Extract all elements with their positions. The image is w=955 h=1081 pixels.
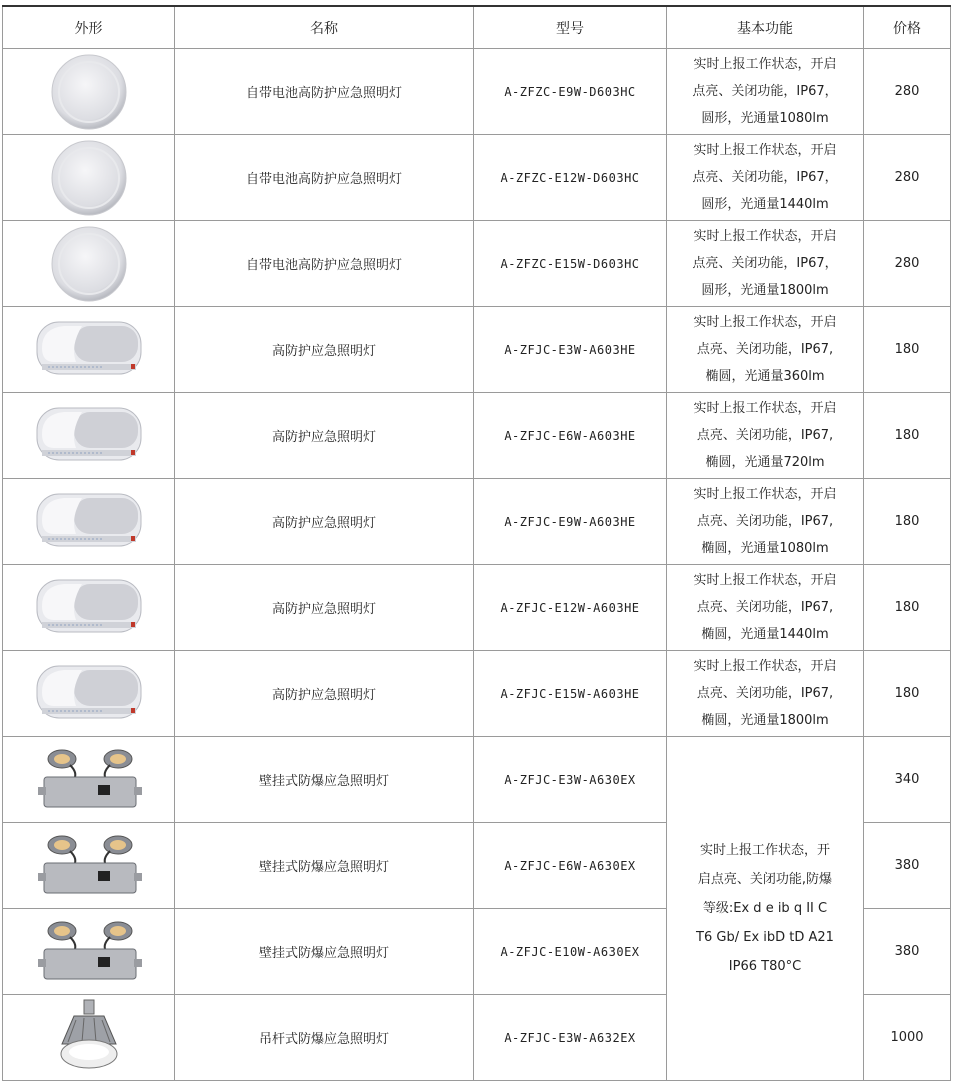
product-function [667, 393, 864, 479]
function-line: T6 Gb/ Ex ibD tD A21 [696, 930, 834, 945]
round-lamp-image [3, 221, 174, 306]
product-name: 壁挂式防爆应急照明灯 [175, 909, 474, 995]
header-price: 价格 [864, 6, 951, 49]
product-name: 自带电池高防护应急照明灯 [175, 221, 474, 307]
function-line: 点亮、关闭功能，IP67, [696, 514, 834, 529]
product-model: A-ZFJC-E9W-A603HE [474, 479, 667, 565]
function-line: 点亮、关闭功能，IP67, [696, 428, 834, 443]
product-price: 180 [864, 565, 951, 651]
function-line: 实时上报工作状态，开启 [693, 487, 837, 502]
product-model: A-ZFJC-E3W-A603HE [474, 307, 667, 393]
function-line: 椭圆，光通量1800lm [701, 713, 829, 728]
function-line: 圆形，光通量1080lm [701, 111, 829, 126]
product-name: 壁挂式防爆应急照明灯 [175, 737, 474, 823]
product-function [667, 135, 864, 221]
header-function: 基本功能 [667, 6, 864, 49]
function-line: 椭圆，光通量720lm [705, 455, 825, 470]
oval-lamp-image [3, 565, 174, 650]
product-image-cell [3, 307, 175, 393]
product-name: 高防护应急照明灯 [175, 479, 474, 565]
product-model: A-ZFJC-E6W-A603HE [474, 393, 667, 479]
pendant-lamp-image [3, 995, 174, 1080]
table-row [3, 49, 951, 135]
product-name: 高防护应急照明灯 [175, 565, 474, 651]
product-model: A-ZFJC-E3W-A630EX [474, 737, 667, 823]
product-model: A-ZFZC-E12W-D603HC [474, 135, 667, 221]
product-function [667, 307, 864, 393]
oval-lamp-image [3, 651, 174, 736]
product-model: A-ZFZC-E9W-D603HC [474, 49, 667, 135]
table-row [3, 651, 951, 737]
header-name: 名称 [175, 6, 474, 49]
product-price: 180 [864, 651, 951, 737]
function-line: 点亮、关闭功能，IP67， [692, 170, 838, 185]
function-line: 实时上报工作状态，开启 [693, 659, 837, 674]
product-image-cell [3, 565, 175, 651]
product-model: A-ZFJC-E3W-A632EX [474, 995, 667, 1081]
function-line: 启点亮、关闭功能,防爆 [697, 872, 833, 887]
table-row [3, 307, 951, 393]
function-line: 实时上报工作状态，开启 [693, 57, 837, 72]
product-model: A-ZFJC-E10W-A630EX [474, 909, 667, 995]
product-image-cell [3, 737, 175, 823]
product-name: 壁挂式防爆应急照明灯 [175, 823, 474, 909]
table-row [3, 737, 951, 823]
product-image-cell [3, 823, 175, 909]
function-line: 实时上报工作状态，开启 [693, 229, 837, 244]
round-lamp-image [3, 49, 174, 134]
product-model: A-ZFJC-E12W-A603HE [474, 565, 667, 651]
product-function [667, 565, 864, 651]
function-line: 实时上报工作状态，开启 [693, 315, 837, 330]
table-row [3, 565, 951, 651]
function-line: 实时上报工作状态，开启 [693, 573, 837, 588]
product-function [667, 651, 864, 737]
product-name: 自带电池高防护应急照明灯 [175, 49, 474, 135]
header-appearance: 外形 [3, 6, 175, 49]
function-line: 实时上报工作状态，开 [699, 843, 830, 858]
function-line: 圆形，光通量1800lm [701, 283, 829, 298]
function-line: 实时上报工作状态，开启 [693, 143, 837, 158]
product-model: A-ZFJC-E6W-A630EX [474, 823, 667, 909]
table-row [3, 221, 951, 307]
product-name: 高防护应急照明灯 [175, 393, 474, 479]
table-row [3, 393, 951, 479]
product-price: 180 [864, 307, 951, 393]
function-line: 点亮、关闭功能，IP67， [692, 84, 838, 99]
product-function [667, 49, 864, 135]
table-row [3, 479, 951, 565]
product-function-merged [667, 737, 864, 1081]
product-model: A-ZFZC-E15W-D603HC [474, 221, 667, 307]
product-table [2, 5, 951, 1081]
twin-spot-lamp-image [3, 823, 174, 908]
product-image-cell [3, 909, 175, 995]
function-line: 点亮、关闭功能，IP67， [692, 256, 838, 271]
product-price: 380 [864, 823, 951, 909]
function-line: 实时上报工作状态，开启 [693, 401, 837, 416]
function-line: 圆形，光通量1440lm [701, 197, 829, 212]
product-price: 340 [864, 737, 951, 823]
product-image-cell [3, 479, 175, 565]
product-price: 280 [864, 221, 951, 307]
function-line: 点亮、关闭功能，IP67, [696, 686, 834, 701]
oval-lamp-image [3, 479, 174, 564]
function-line: 点亮、关闭功能，IP67, [696, 600, 834, 615]
function-line: 椭圆，光通量1440lm [701, 627, 829, 642]
product-name: 高防护应急照明灯 [175, 307, 474, 393]
product-price: 180 [864, 393, 951, 479]
product-price: 280 [864, 135, 951, 221]
product-image-cell [3, 995, 175, 1081]
oval-lamp-image [3, 393, 174, 478]
product-name: 高防护应急照明灯 [175, 651, 474, 737]
function-line: 椭圆，光通量360lm [705, 369, 825, 384]
twin-spot-lamp-image [3, 737, 174, 822]
product-price: 180 [864, 479, 951, 565]
twin-spot-lamp-image [3, 909, 174, 994]
product-function [667, 221, 864, 307]
header-model: 型号 [474, 6, 667, 49]
table-row [3, 135, 951, 221]
oval-lamp-image [3, 307, 174, 392]
product-price: 380 [864, 909, 951, 995]
product-image-cell [3, 221, 175, 307]
product-image-cell [3, 393, 175, 479]
product-name: 自带电池高防护应急照明灯 [175, 135, 474, 221]
product-image-cell [3, 651, 175, 737]
product-image-cell [3, 135, 175, 221]
product-image-cell [3, 49, 175, 135]
product-price: 1000 [864, 995, 951, 1081]
round-lamp-image [3, 135, 174, 220]
header-row [3, 6, 951, 49]
function-line: 点亮、关闭功能，IP67, [696, 342, 834, 357]
product-price: 280 [864, 49, 951, 135]
product-model: A-ZFJC-E15W-A603HE [474, 651, 667, 737]
function-line: 等级:Ex d e ib q II C [702, 901, 828, 916]
product-name: 吊杆式防爆应急照明灯 [175, 995, 474, 1081]
function-line: IP66 T80°C [728, 959, 802, 974]
product-function [667, 479, 864, 565]
function-line: 椭圆，光通量1080lm [701, 541, 829, 556]
